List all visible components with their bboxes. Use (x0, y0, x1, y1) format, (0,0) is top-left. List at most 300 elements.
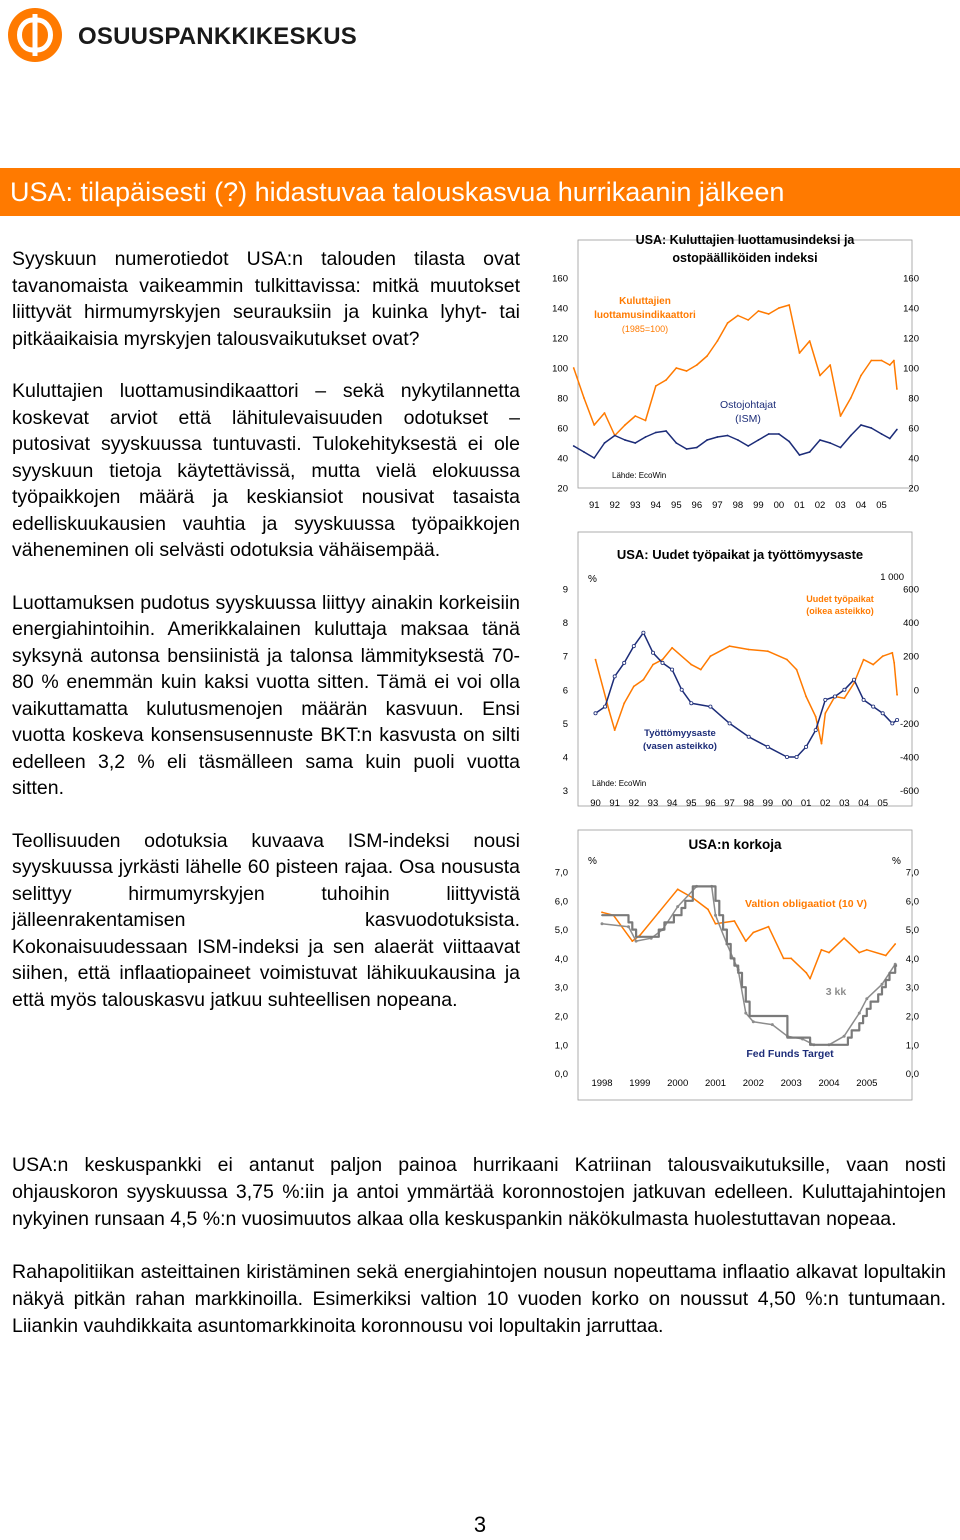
chart-2-x-tick: 01 (800, 798, 812, 809)
chart-2-unemployment-point (805, 745, 808, 748)
chart-3-right-tick: 3,0 (905, 982, 919, 994)
chart-2-right-tick: 0 (913, 685, 919, 697)
chart-3-series-3-point (715, 900, 717, 902)
chart-3-3kk-point (771, 1023, 774, 1026)
chart-1-left-tick: 20 (557, 483, 568, 495)
chart-1-series-2-point (840, 447, 842, 449)
chart-2-series-1-point (805, 696, 807, 698)
chart-2-series-1-point (595, 659, 597, 661)
chart-3-right-unit: % (892, 856, 901, 867)
chart-3-series-1-point (601, 911, 603, 913)
chart-1-x-tick: 94 (650, 500, 662, 511)
chart-2-right-tick: 200 (903, 651, 919, 663)
chart-1-series-1-point (768, 313, 770, 315)
chart-2-jobs-label-1: Uudet työpaikat (806, 594, 874, 604)
chart-1-series-1-point (696, 364, 698, 366)
chart-2-x-tick: 98 (743, 798, 754, 809)
chart-1-series-2-point (788, 441, 790, 443)
chart-1-left-tick: 100 (552, 363, 568, 375)
chart-1-series-1-point (645, 420, 647, 422)
chart-1-series-1-point (573, 367, 575, 369)
chart-2-unemployment-point (690, 702, 693, 705)
chart-2-series-1-point (614, 729, 616, 731)
chart-3-series-1-point (752, 932, 754, 934)
chart-3-series-1-point (828, 952, 830, 954)
chart-2-left-tick: 5 (562, 718, 568, 730)
chart-2-unemployment-point (747, 735, 750, 738)
chart-3-right-tick: 2,0 (905, 1011, 919, 1023)
chart-2-right-tick: 600 (903, 584, 919, 596)
chart-2-unemp-label-1: Työttömyysaste (644, 728, 716, 739)
chart-2-jobs-label-2: (oikea asteikko) (806, 606, 874, 616)
chart-3-series-1-point (866, 949, 868, 951)
chart-2-unemployment-point (785, 755, 788, 758)
chart-1-series-2-point (573, 445, 575, 447)
chart-2-series-1-point (815, 716, 817, 718)
chart-1-series-1-point (686, 370, 688, 372)
chart-1-series-2-point (604, 442, 606, 444)
chart-2-series-1-point (893, 662, 895, 664)
chart-3-series-3-point (862, 1015, 864, 1017)
chart-1-series-2-point (799, 454, 801, 456)
chart-1-x-tick: 98 (732, 500, 744, 511)
chart-2-unemployment-point (833, 695, 836, 698)
chart-2-right-tick: -400 (899, 752, 919, 764)
chart-1-series-1-point (624, 424, 626, 426)
chart-1-series-2-point (593, 457, 595, 459)
page-header (0, 0, 960, 70)
chart-3-series-1-point (631, 940, 633, 942)
chart-2-x-tick: 97 (724, 798, 735, 809)
chart-3-series-3-point (787, 1037, 789, 1039)
chart-3-right-tick: 1,0 (905, 1040, 919, 1052)
chart-1-title-line2: ostopäälliköiden indeksi (672, 251, 818, 265)
chart-1-x-tick: 05 (876, 500, 887, 511)
chart-1-series-2-point (655, 432, 657, 434)
chart-1-series-1-point (634, 415, 636, 417)
chart-1-x-tick: 01 (794, 500, 805, 511)
chart-1-x-tick: 95 (671, 500, 682, 511)
chart-2-unemployment-point (814, 729, 817, 732)
chart-3-series-3-point (658, 929, 660, 931)
chart-3-series-3-point (681, 907, 683, 909)
chart-3-bond-label: Valtion obligaatiot (10 V) (745, 898, 867, 910)
chart-1-consumer-label-1: Kuluttajien (619, 296, 671, 307)
chart-2-series-1-point (643, 679, 645, 681)
chart-3-series-1-point (894, 943, 896, 945)
chart-3-3kk-point (752, 1020, 755, 1023)
chart-3-left-unit: % (588, 856, 597, 867)
chart-2-series-1-point (710, 655, 712, 657)
chart-2-unemployment-point (896, 718, 899, 721)
chart-1-x-tick: 00 (773, 500, 785, 511)
chart-1-x-tick: 04 (855, 500, 867, 511)
chart-3-series-1-point (783, 958, 785, 960)
chart-1-series-1-point (819, 375, 821, 377)
chart-3-x-tick: 2003 (780, 1078, 802, 1089)
chart-1-series-1-point (850, 397, 852, 399)
chart-1-x-tick: 91 (588, 500, 600, 511)
chart-2-series-1-point (608, 709, 610, 711)
chart-3-series-3-point (749, 1015, 751, 1017)
chart-3-series-1-point (658, 911, 660, 913)
chart-1-right-tick: 140 (903, 303, 919, 315)
chart-3-right-tick: 5,0 (905, 925, 919, 937)
chart-3-3kk-point (676, 905, 679, 908)
chart-2-series-1-point (652, 664, 654, 666)
chart-3-x-tick: 2005 (856, 1078, 878, 1089)
chart-2-left-tick: 7 (562, 651, 568, 663)
chart-2-unemployment-point (872, 705, 875, 708)
chart-2-x-tick: 95 (685, 798, 697, 809)
chart-2-series-1-point (729, 645, 731, 647)
chart-3-3kk-point (858, 1012, 861, 1015)
chart-1-series-1-point (747, 319, 749, 321)
chart-3-left-tick: 4,0 (554, 953, 568, 965)
chart-1-series-1-point (881, 360, 883, 362)
chart-3-x-tick: 2002 (742, 1078, 764, 1089)
chart-3-3kk-point (635, 940, 638, 943)
chart-1-series-2-point (696, 447, 698, 449)
chart-1-right-tick: 120 (903, 333, 919, 345)
paragraph-1: Syyskuun numerotiedot USA:n talouden tilasta ovat tavanomaista vaikeammin tulkittavissa: mitkä muutokset liittyvät hirmumyrskyjen seurauksiin ja kuinka lyhyt- tai pitkäaikaisia myrskyjen talousvaikutukset ovat? (12, 248, 520, 350)
chart-3-series-3-point (601, 914, 603, 916)
chart-3-x-tick: 1998 (591, 1078, 613, 1089)
chart-3-series-3-point (885, 979, 887, 981)
osuuspankki-logo-icon (8, 8, 62, 62)
chart-1-series-1-point (706, 355, 708, 357)
chart-1-series-1-point (737, 315, 739, 317)
chart-1-series-2-point (819, 439, 821, 441)
chart-3-fed-label: Fed Funds Target (746, 1048, 834, 1060)
chart-3-left-tick: 2,0 (554, 1011, 568, 1023)
chart-2-series-1-point (690, 664, 692, 666)
chart-1-series-2-point (881, 433, 883, 435)
chart-2-x-tick: 05 (877, 798, 889, 809)
chart-3-series-3-point (870, 1001, 872, 1003)
chart-1-series-1-point (896, 388, 898, 390)
chart-3-series-3-point (889, 972, 891, 974)
chart-3-series-1-point (843, 937, 845, 939)
chart-3-right-tick: 7,0 (905, 867, 919, 879)
chart-3-series-3-point (726, 943, 728, 945)
chart-3-series-1-point (734, 920, 736, 922)
chart-2-series-1-point (824, 712, 826, 714)
chart-1-right-tick: 160 (903, 273, 919, 285)
paragraph-5: USA:n keskuspankki ei antanut paljon painoa hurrikaani Katriinan talousvaikutuksille, vaan nosti ohjauskoron syyskuussa 3,75 %:iin ja antoi ymmärtää koronnostojen jatkuvan edelleen. Kuluttajahintojen nykyinen runsaan 4,5 %:n vuosimuutos alkaa olla keskuspankin näkökulmasta huolestuttavan nopeaa. (12, 1154, 946, 1230)
chart-1-series-1-point (840, 415, 842, 417)
chart-3-series-1-point (677, 888, 679, 890)
chart-3-series-3-point (631, 929, 633, 931)
chart-2-unemployment-point (862, 698, 865, 701)
chart-2-x-tick: 90 (590, 798, 601, 809)
chart-3-series-3-point (722, 929, 724, 931)
paragraph-6: Rahapolitiikan asteittainen kiristäminen sekä energiahintojen nousun nopeuttama inflaatio alkavat lopultakin näkyä pitkän rahan markkinoilla. Esimerkiksi valtion 10 vuoden korko on noussut 4,50 %:n tuntumaan. Liiankin vauhdikkaita asuntomarkkinoita koronnousu voi lopultakin jarruttaa. (12, 1261, 946, 1337)
chart-1-series-1-point (665, 379, 667, 381)
chart-3-left-tick: 5,0 (554, 925, 568, 937)
chart-1-series-2-point (850, 435, 852, 437)
chart-2-left-tick: 3 (562, 786, 568, 798)
page-title: USA: tilapäisesti (?) hidastuvaa talouskasvua hurrikaanin jälkeen (10, 177, 785, 207)
chart-3-3kk-point (843, 1035, 846, 1038)
chart-1-series-2-point (768, 433, 770, 435)
chart-3-series-3-point (894, 965, 896, 967)
chart-2-unemployment-point (709, 705, 712, 708)
chart-1-right-tick: 100 (903, 363, 919, 375)
chart-2-left-tick: 8 (562, 618, 568, 630)
chart-1-right-tick: 80 (908, 393, 919, 405)
chart-1-series-2-point (686, 448, 688, 450)
chart-2-unemployment-point (881, 712, 884, 715)
chart-1-series-2-point (737, 439, 739, 441)
chart-3-x-tick: 2001 (704, 1078, 727, 1089)
chart-1-series-1-point (799, 352, 801, 354)
chart-2-unemployment-point (613, 675, 616, 678)
chart-2-unemployment-point (766, 745, 769, 748)
chart-2-unemployment-point (852, 678, 855, 681)
chart-1-frame (578, 240, 912, 488)
charts-panel (530, 216, 960, 1122)
chart-2-series-1-point (662, 659, 664, 661)
chart-2-series-1-point (891, 652, 893, 654)
chart-2-unemployment-point (651, 651, 654, 654)
chart-1-series-1-point (809, 340, 811, 342)
chart-1-series-1-point (675, 367, 677, 369)
chart-3-3kk-point (865, 997, 868, 1000)
chart-2-x-tick: 04 (858, 798, 869, 809)
left-column (12, 246, 520, 1039)
chart-1-series-2-point (675, 442, 677, 444)
chart-1-x-tick: 96 (691, 500, 703, 511)
chart-1-series-2-point (896, 429, 898, 431)
chart-1-left-tick: 40 (557, 453, 568, 465)
title-band (0, 168, 960, 216)
chart-1-x-tick: 03 (835, 500, 846, 511)
paragraph-4: Teollisuuden odotuksia kuvaava ISM-indeksi nousi syyskuussa jyrkästi lähelle 60 pisteen rajaa. Osa noususta selittyy hirmumyrskyjen tuhoihin liittyvistä jälleenrakentamisen kasvuodotuksista. Kokonaisuudessaan ISM-indeksi ja sen alaerät viittaavat siihen, että inflaatiopaineet voimistuvat lähikuukausina ja että myös talouskasvu jatkuu suhteellisen nopeana. (12, 829, 520, 1011)
chart-2-left-tick: 9 (562, 584, 568, 596)
chart-3-right-tick: 6,0 (905, 896, 919, 908)
chart-1-series-2-point (634, 442, 636, 444)
chart-1-series-2-point (758, 439, 760, 441)
chart-1-series-2-point (778, 433, 780, 435)
chart-1-ism-label-2: (ISM) (735, 413, 761, 425)
chart-2-x-tick: 93 (647, 798, 659, 809)
chart-1-series-1-point (889, 364, 891, 366)
chart-1-series-1-point (717, 340, 719, 342)
chart-1-series-2-point (717, 436, 719, 438)
chart-2-series-1-point (821, 743, 823, 745)
chart-3-series-3-point (741, 986, 743, 988)
chart-2-unemployment-point (824, 698, 827, 701)
chart-3-left-tick: 7,0 (554, 867, 568, 879)
chart-1-series-1-point (788, 304, 790, 306)
chart-3-series-3-point (718, 914, 720, 916)
brand-name: OSUUSPANKKIKESKUS (78, 23, 357, 50)
chart-1-series-2-point (747, 445, 749, 447)
chart-2-right-tick: 400 (903, 618, 919, 630)
chart-2-x-tick: 99 (762, 798, 774, 809)
chart-1-x-tick: 97 (712, 500, 723, 511)
chart-2-left-tick: 4 (562, 752, 568, 764)
chart-3-series-3-point (664, 922, 666, 924)
chart-3-series-3-point (635, 936, 637, 938)
chart-2-series-1-point (748, 649, 750, 651)
chart-2-right-tick: -600 (899, 786, 919, 798)
chart-1-left-tick: 60 (557, 423, 568, 435)
chart-1-series-1-point (829, 364, 831, 366)
chart-2-title: USA: Uudet työpaikat ja työttömyysaste (616, 547, 864, 562)
chart-1-x-tick: 93 (629, 500, 641, 511)
chart-1-series-1-point (870, 360, 872, 362)
chart-1-series-2-point (727, 435, 729, 437)
charts-svg (530, 216, 960, 1122)
chart-2-series-1-point (633, 686, 635, 688)
chart-1-series-1-point (778, 307, 780, 309)
chart-2-series-1-point (872, 664, 874, 666)
chart-3-title: USA:n korkoja (688, 837, 782, 852)
chart-3-series-1-point (885, 955, 887, 957)
chart-3-left-tick: 0,0 (554, 1069, 568, 1081)
chart-2-right-tick: -200 (899, 718, 919, 730)
chart-3-series-3-point (673, 914, 675, 916)
chart-2-unemployment-point (604, 705, 607, 708)
chart-1-series-2-point (645, 436, 647, 438)
chart-3-3kk-point (714, 914, 717, 917)
chart-3-right-tick: 4,0 (905, 953, 919, 965)
chart-3-x-tick: 2000 (667, 1078, 689, 1089)
chart-3-series-3-point (858, 1022, 860, 1024)
chart-3-series-1-point (790, 958, 792, 960)
chart-2-right-unit-label: 1 000 (880, 572, 904, 583)
chart-1-series-2-point (583, 451, 585, 453)
chart-2-series-1-point (844, 697, 846, 699)
chart-2-x-tick: 00 (781, 798, 793, 809)
chart-3-series-2-line (602, 886, 895, 1044)
chart-2-unemp-label-2: (vasen asteikko) (643, 741, 717, 752)
chart-1-series-2-point (829, 442, 831, 444)
chart-3-series-1-point (809, 978, 811, 980)
chart-2-series-1-point (863, 659, 865, 661)
chart-2-series-1-point (623, 702, 625, 704)
chart-2-series-1-point (896, 694, 898, 696)
chart-2-unemployment-point (891, 722, 894, 725)
chart-1-x-tick: 92 (609, 500, 621, 511)
chart-2-series-2-line (596, 633, 898, 757)
chart-3-3kk-point (881, 983, 884, 986)
chart-3-series-3-point (628, 922, 630, 924)
chart-1-x-tick: 99 (753, 500, 764, 511)
chart-2-unemployment-point (623, 661, 626, 664)
paragraph-2: Kuluttajien luottamusindikaattori – sekä nykytilannetta koskevat arviot että lähitulevaisuuden odotukset – putosivat syyskuussa tuntuvasti. Tulokehityksestä ei ole syyskuun tietoja käytettävissä, mutta vielä elokuussa työpaikkojen määrä ja keskiansiot nousivat tasaista edelliskuukausien vauhtia ja syyskuussa työpaikkojen väheneminen oli selvästi odotuksia vähäisempää. (12, 380, 520, 561)
chart-3-series-3-point (745, 1001, 747, 1003)
chart-2-series-1-point (796, 669, 798, 671)
chart-1-left-tick: 140 (552, 303, 568, 315)
chart-2-source: Lähde: EcoWin (592, 779, 647, 788)
chart-1-right-tick: 20 (908, 483, 919, 495)
chart-2-unemployment-point (642, 631, 645, 634)
chart-2-series-1-point (786, 659, 788, 661)
chart-1-x-tick: 02 (814, 500, 826, 511)
chart-1-consumer-label-3: (1985=100) (621, 324, 669, 334)
chart-2-frame (578, 532, 912, 806)
chart-1-series-2-point (889, 438, 891, 440)
chart-3-series-3-point (877, 994, 879, 996)
chart-3-3kk-point (627, 925, 630, 928)
chart-1-left-tick: 160 (552, 273, 568, 285)
chart-1-left-tick: 80 (557, 393, 568, 405)
chart-3-3kk-point (601, 922, 604, 925)
chart-2-left-unit: % (588, 574, 597, 585)
chart-3-series-1-point (821, 949, 823, 951)
chart-1-series-2-point (614, 435, 616, 437)
chart-1-right-tick: 40 (908, 453, 919, 465)
chart-3-left-tick: 3,0 (554, 982, 568, 994)
chart-2-unemployment-point (632, 645, 635, 648)
chart-1-source: Lähde: EcoWin (612, 471, 667, 480)
chart-2-unemployment-point (680, 688, 683, 691)
chart-2-x-tick: 02 (819, 798, 831, 809)
chart-2-series-1-line (596, 646, 898, 744)
chart-3-series-3-point (866, 1008, 868, 1010)
chart-3-series-3-point (692, 886, 694, 888)
chart-3-series-3-point (881, 986, 883, 988)
chart-2-x-tick: 03 (839, 798, 850, 809)
chart-2-unemployment-point (671, 668, 674, 671)
chart-2-series-1-point (700, 669, 702, 671)
chart-2-x-tick: 94 (666, 798, 678, 809)
chart-1-title-line1: USA: Kuluttajien luottamusindeksi ja (635, 233, 855, 247)
chart-1-series-1-point (583, 397, 585, 399)
chart-1-series-2-point (870, 427, 872, 429)
chart-3-left-tick: 6,0 (554, 896, 568, 908)
chart-3-series-3-line (602, 886, 897, 1044)
chart-3-frame (578, 830, 912, 1100)
chart-3-right-tick: 0,0 (905, 1069, 919, 1081)
chart-1-series-1-point (893, 360, 895, 362)
chart-3-series-1-point (805, 972, 807, 974)
chart-3-series-3-point (734, 965, 736, 967)
page-number: 3 (473, 1512, 487, 1537)
chart-3-series-3-point (684, 900, 686, 902)
chart-3-series-1-point (745, 940, 747, 942)
chart-1-series-2-point (624, 439, 626, 441)
chart-3-series-3-point (847, 1037, 849, 1039)
chart-3-series-1-point (768, 926, 770, 928)
chart-3-3kk-point (744, 1012, 747, 1015)
chart-2-unemployment-point (795, 755, 798, 758)
chart-3-series-1-point (715, 923, 717, 925)
chart-1-series-1-point (655, 385, 657, 387)
chart-1-series-1-point (758, 310, 760, 312)
chart-3-left-tick: 1,0 (554, 1040, 568, 1052)
chart-1-series-2-point (809, 451, 811, 453)
chart-1-series-1-point (593, 424, 595, 426)
chart-2-unemployment-point (728, 722, 731, 725)
chart-1-series-1-point (604, 412, 606, 414)
bottom-text (12, 1152, 946, 1366)
chart-3-x-tick: 1999 (629, 1078, 651, 1089)
chart-1-series-2-point (860, 424, 862, 426)
chart-2-series-1-point (882, 655, 884, 657)
chart-3-series-1-point (707, 909, 709, 911)
chart-2-series-1-point (767, 650, 769, 652)
chart-1-series-2-line (574, 425, 897, 458)
chart-2-unemployment-point (661, 661, 664, 664)
chart-2-unemployment-point (843, 688, 846, 691)
chart-3-series-3-point (809, 1044, 811, 1046)
chart-1-ism-label-1: Ostojohtajat (719, 399, 777, 411)
chart-3-3kk-label: 3 kk (825, 986, 847, 998)
